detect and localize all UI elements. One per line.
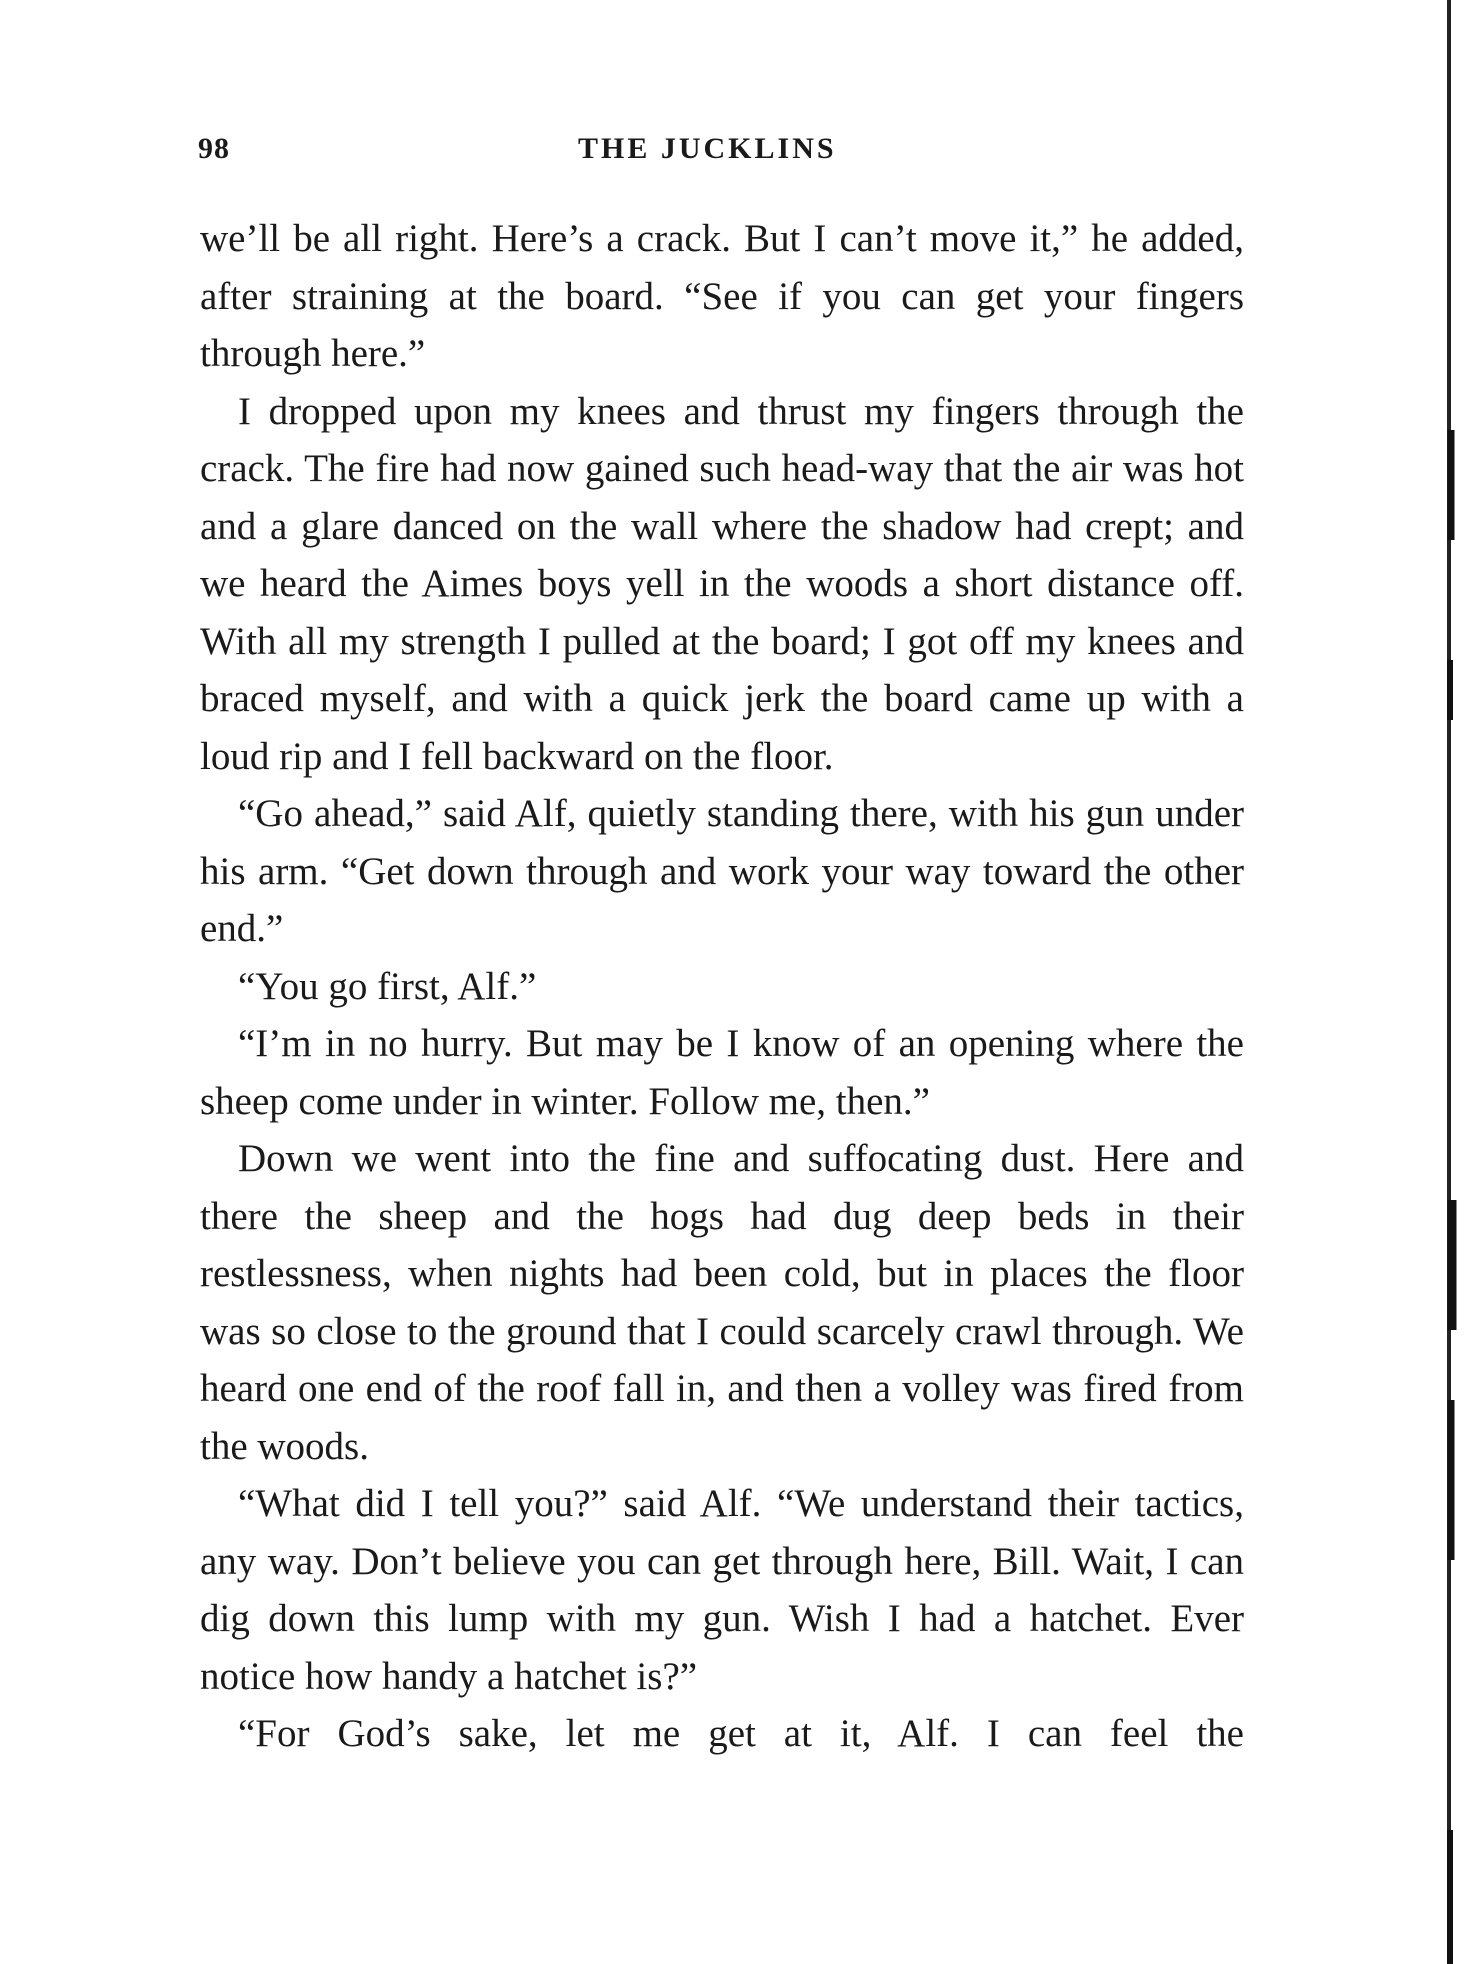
paragraph: I dropped upon my knees and thrust my fingers through the crack. The fire had now gained such head-way that the air was hot and a glare danced on the wall where the shadow had crept; and we heard the Aimes boys yell in the woods a short distance off. With all my strength I pulled at the board; I got off my knees and braced myself, and with a quick jerk the board came up with a loud rip and I fell backward on the floor.: [200, 389, 1244, 778]
body-text: [200, 210, 1244, 1763]
paragraph: “You go first, Alf.”: [238, 964, 537, 1008]
page-number: 98: [198, 132, 230, 165]
paragraph: Down we went into the fine and suffocating dust. Here and there the sheep and the hogs had dug deep beds in their restlessness, when nights had been cold, but in places the floor was so close to the ground that I could scarcely crawl through. We heard one end of the roof fall in, and then a volley was fired from the woods.: [200, 1137, 1244, 1468]
paragraph: “I’m in no hurry. But may be I know of an opening where the sheep come under in winter. Follow me, then.”: [200, 1022, 1244, 1123]
paragraph: “For God’s sake, let me get at it, Alf. I can feel the: [238, 1712, 1244, 1755]
page-header: [198, 132, 1238, 176]
paragraph: “What did I tell you?” said Alf. “We understand their tactics, any way. Don’t believe you can get through here, Bill. Wait, I can dig down this lump with my gun. Wish I had a hatchet. Ever notice how handy a hatchet is?”: [200, 1482, 1244, 1698]
running-title: THE JUCKLINS: [578, 132, 837, 165]
binding-edge-shadow: [1427, 0, 1471, 1964]
binding-edge-graphic: [1427, 0, 1471, 1964]
paragraph: “Go ahead,” said Alf, quietly standing there, with his gun under his arm. “Get down through and work your way toward the other end.”: [200, 792, 1244, 950]
paragraph: we’ll be all right. Here’s a crack. But I can’t move it,” he added, after straining at the board. “See if you can get your fingers through here.”: [200, 217, 1244, 375]
